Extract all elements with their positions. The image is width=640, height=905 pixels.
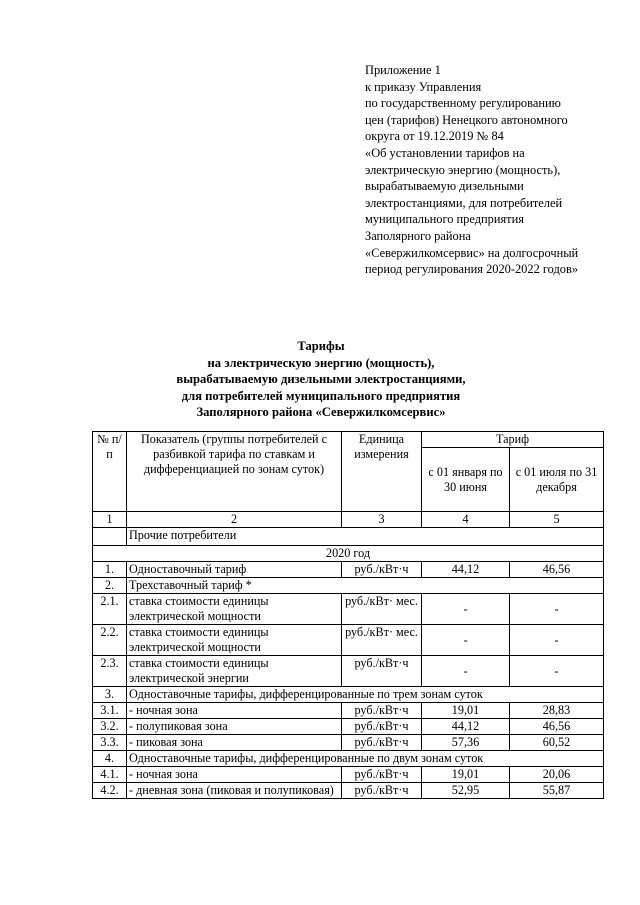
row-number: 2.1. [93,594,127,625]
row-number: 4.2. [93,783,127,799]
row-name: Одноставочный тариф [127,562,342,578]
appendix-line: цен (тарифов) Ненецкого автономного [365,112,568,127]
appendix-line: к приказу Управления [365,79,482,94]
appendix-line: электростанциями, для потребителей [365,195,563,210]
col-number: 5 [510,512,604,528]
row-unit: руб./кВт·ч [342,562,422,578]
col-number: 3 [342,512,422,528]
appendix-line: «Севержилкомсервис» на долгосрочный [365,245,579,260]
table-row [93,625,604,656]
row-unit: руб./кВт·ч [342,783,422,799]
document-title [100,338,542,421]
row-value-1: 19,01 [422,767,510,783]
col-number: 2 [127,512,342,528]
row-value-2: 28,83 [510,703,604,719]
row-value-1: - [422,656,510,687]
row-number: 3.3. [93,735,127,751]
appendix-line: муниципального предприятия [365,212,524,227]
title-line: Заполярного района «Севержилкомсервис» [196,405,446,420]
row-value-1: 57,36 [422,735,510,751]
row-unit: руб./кВт·ч [342,719,422,735]
title-line: Тарифы [297,339,345,353]
table-row [93,703,604,719]
row-value-2: 20,06 [510,767,604,783]
row-value-2: 46,56 [510,719,604,735]
row-name: ставка стоимости единицы электрической мощности [127,625,342,656]
appendix-line: округа от 19.12.2019 № 84 [365,129,504,144]
row-value-2: 46,56 [510,562,604,578]
year-row [93,546,604,562]
row-unit: руб./кВт·ч [342,656,422,687]
appendix-line: Заполярного района [365,228,471,243]
row-number: 3.1. [93,703,127,719]
row-unit: руб./кВт· мес. [342,594,422,625]
table-row [93,751,604,767]
row-name: - полупиковая зона [127,719,342,735]
row-name: - ночная зона [127,703,342,719]
row-number: 2. [93,578,127,594]
header-period-2: с 01 июля по 31 декабря [510,448,604,512]
col-number: 4 [422,512,510,528]
row-value-1: 44,12 [422,719,510,735]
row-name: Трехставочный тариф * [127,578,604,594]
table-row [93,656,604,687]
table-row [93,735,604,751]
row-name: ставка стоимости единицы электрической энергии [127,656,342,687]
row-number: 1. [93,562,127,578]
title-line: для потребителей муниципального предприятия [181,388,461,403]
title-line: вырабатываемую дизельными электростанциями, [176,372,466,387]
row-value-2: 60,52 [510,735,604,751]
title-line: на электрическую энергию (мощность), [207,355,435,370]
row-value-1: 19,01 [422,703,510,719]
appendix-line: вырабатываемую дизельными [365,179,524,194]
row-value-1: 44,12 [422,562,510,578]
table-row [93,767,604,783]
appendix-line: электрическую энергию (мощность), [365,162,561,177]
group-row [93,528,604,546]
group-label: Прочие потребители [127,528,604,546]
table-row [93,719,604,735]
appendix-line: период регулирования 2020-2022 годов» [365,262,579,277]
table-row [93,783,604,799]
table-row [93,562,604,578]
row-name: - ночная зона [127,767,342,783]
row-value-1: 52,95 [422,783,510,799]
appendix-line: по государственному регулированию [365,96,561,111]
row-value-1: - [422,594,510,625]
table-row [93,687,604,703]
row-name: ставка стоимости единицы электрической мощности [127,594,342,625]
row-number: 3.2. [93,719,127,735]
header-num: № п/п [93,432,127,512]
header-row [93,432,604,448]
header-unit: Единица измерения [342,432,422,512]
col-number: 1 [93,512,127,528]
row-value-2: - [510,656,604,687]
row-value-2: - [510,594,604,625]
row-name: Одноставочные тарифы, дифференцированные по двум зонам суток [127,751,604,767]
table-row [93,578,604,594]
row-value-2: - [510,625,604,656]
appendix-line: «Об установлении тарифов на [365,145,525,160]
row-name: - дневная зона (пиковая и полупиковая) [127,783,342,799]
column-numbers-row [93,512,604,528]
header-period-1: с 01 января по 30 июня [422,448,510,512]
row-number: 3. [93,687,127,703]
appendix-header [365,62,627,278]
header-indicator: Показатель (группы потребителей с разбивкой тарифа по ставкам и дифференциацией по зонам суток) [127,432,342,512]
row-number: 4.1. [93,767,127,783]
tariff-table [92,431,604,799]
row-unit: руб./кВт·ч [342,767,422,783]
row-value-2: 55,87 [510,783,604,799]
row-unit: руб./кВт· мес. [342,625,422,656]
row-number: 4. [93,751,127,767]
row-number: 2.3. [93,656,127,687]
row-value-1: - [422,625,510,656]
row-unit: руб./кВт·ч [342,703,422,719]
year-label: 2020 год [93,546,604,562]
appendix-line: Приложение 1 [365,63,441,77]
header-tariff: Тариф [422,432,604,448]
table-row [93,594,604,625]
row-unit: руб./кВт·ч [342,735,422,751]
row-number: 2.2. [93,625,127,656]
row-name: Одноставочные тарифы, дифференцированные по трем зонам суток [127,687,604,703]
row-name: - пиковая зона [127,735,342,751]
